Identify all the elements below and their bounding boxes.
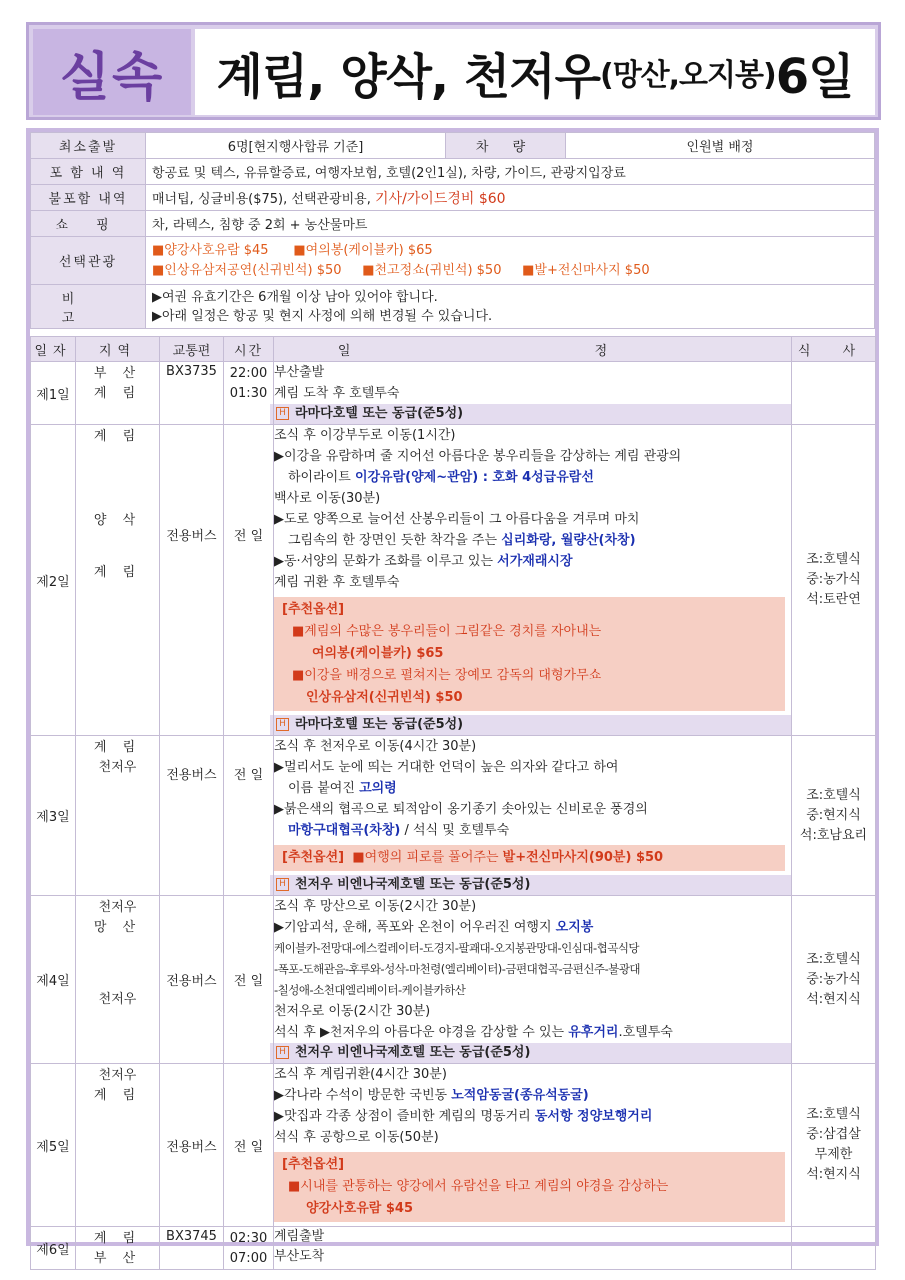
itinerary-line: 부산도착: [274, 1249, 325, 1264]
itinerary-line: -칠성애-소천대엘리베이터-케이블카하산: [274, 983, 466, 997]
option-price: 양강사호유람 $45: [306, 1201, 414, 1216]
city: 계 림: [93, 565, 142, 580]
meal-cell: [792, 896, 876, 1064]
city: 천저우: [98, 992, 137, 1007]
time: 07:00: [229, 1251, 268, 1266]
itinerary-line: 조식 후 계림귀환(4시간 30분): [274, 1067, 447, 1082]
text: ▶각나라 수석이 방문한 국빈동: [274, 1088, 452, 1103]
time: 전 일: [224, 896, 274, 1064]
header-transport: 교통편: [160, 337, 224, 362]
header-itinerary: 일 정: [274, 337, 792, 362]
transport: 전용버스: [160, 896, 224, 1064]
meal: 조:호텔식: [806, 787, 861, 803]
text: 하이라이트: [288, 470, 355, 485]
time: 01:30: [229, 386, 268, 401]
min-depart-value: 6명[현지행사합류 기준]: [146, 133, 446, 159]
highlight: 십리화랑, 월량산(차창): [501, 533, 636, 548]
itinerary-line: -폭포-도해관음-후루와-성삭-마천령(엘리베이터)-금편대협곡-금편신주-불광대: [274, 962, 641, 976]
highlight: 동서항 정양보행거리: [534, 1109, 653, 1124]
itinerary-cell: [274, 736, 792, 896]
transport: 전용버스: [160, 425, 224, 736]
city: 계 림: [93, 740, 142, 755]
remarks-line: ▶여권 유효기간은 6개월 이상 남아 있어야 합니다.: [152, 289, 438, 305]
highlight: 유후거리: [568, 1025, 619, 1040]
city: 계 림: [93, 386, 142, 401]
city: 양 삭: [93, 513, 142, 528]
option-line: ■계림의 수많은 봉우리들이 그림같은 경치를 자아내는: [292, 624, 602, 639]
itinerary-cell: [274, 1227, 792, 1270]
optional-cell: [146, 237, 875, 285]
itinerary-line: [274, 467, 791, 488]
meal-cell: [792, 1064, 876, 1227]
title-days: 6일: [775, 48, 854, 105]
car-label: 차 량: [446, 133, 566, 159]
hotel-icon: H: [276, 1046, 289, 1059]
meal: 중:농가식: [806, 971, 861, 987]
header-city: 지역: [76, 337, 160, 362]
itinerary-line: 계림 도착 후 호텔투숙: [274, 386, 400, 401]
hotel-bar: [270, 404, 791, 424]
option-title: [추천옵션]: [282, 1157, 345, 1172]
optional-item: ■여의봉(케이블카) $65: [293, 242, 433, 258]
itinerary-line: [274, 820, 791, 841]
meal: 조:호텔식: [806, 951, 861, 967]
highlight: 고의령: [359, 781, 397, 796]
schedule-header-row: [31, 337, 876, 362]
remarks-line: ▶아래 일정은 항공 및 현지 사정에 의해 변경될 수 있습니다.: [152, 308, 493, 324]
day-label: 제5일: [31, 1064, 76, 1227]
hotel-name: 천저우 비엔나국제호텔 또는 동급(준5성): [295, 1045, 531, 1060]
optional-item: ■발+전신마사지 $50: [522, 262, 650, 278]
itinerary-line: [274, 1085, 791, 1106]
hotel-icon: H: [276, 718, 289, 731]
time-cell: [224, 362, 274, 425]
highlight: 마항구대협곡(차창): [288, 823, 401, 838]
day-row-5: [31, 1064, 876, 1227]
day-label: 제4일: [31, 896, 76, 1064]
meal: 조:호텔식: [806, 552, 861, 567]
option-line: ■여행의 피로를 풀어주는: [352, 850, 503, 865]
hotel-bar: [270, 875, 791, 895]
itinerary-line: ▶붉은색의 협곡으로 퇴적암이 옹기종기 솟아있는 신비로운 풍경의: [274, 802, 648, 817]
exclude-value: 매너팁, 싱글비용($75), 선택관광비용,: [152, 191, 376, 207]
itinerary-line: [274, 551, 791, 572]
text: 그림속의 한 장면인 듯한 착각을 주는: [288, 533, 502, 548]
city: 망 산: [93, 920, 142, 935]
time-cell: [224, 1227, 274, 1270]
option-price: 여의봉(케이블카) $65: [312, 646, 444, 661]
meal: 석:현지식: [806, 1167, 861, 1182]
title-sub: (망산,오지봉): [599, 58, 776, 93]
info-table: [30, 132, 875, 329]
min-depart-label: 최소출발: [31, 133, 146, 159]
itinerary-line: 부산출발: [274, 365, 325, 380]
option-title: [추천옵션]: [282, 850, 345, 865]
itinerary-line: 계림 귀환 후 호텔투숙: [274, 575, 400, 590]
meal-cell: [792, 1227, 876, 1270]
itinerary-line: 석식 후 공항으로 이동(50분): [274, 1130, 439, 1145]
highlight: 서가재래시장: [497, 554, 573, 569]
exclude-cell: [146, 185, 875, 211]
meal-cell: [792, 362, 876, 425]
city: 계 림: [93, 1231, 142, 1246]
optional-line-2: [152, 261, 868, 281]
itinerary-cell: [274, 1064, 792, 1227]
city: 천저우: [98, 900, 137, 915]
time: 22:00: [229, 366, 268, 381]
optional-label: 선택관광: [31, 237, 146, 285]
meal: 조:호텔식: [806, 1107, 861, 1122]
itinerary-line: 백사로 이동(30분): [274, 491, 381, 506]
header-meal: 식 사: [792, 337, 876, 362]
recommended-option-box: [274, 597, 785, 711]
meal-cell: [792, 736, 876, 896]
transport: BX3735: [160, 362, 224, 425]
header-time: 시간: [224, 337, 274, 362]
itinerary-line: 조식 후 천저우로 이동(4시간 30분): [274, 739, 477, 754]
highlight: 노적암동굴(종유석동굴): [451, 1088, 589, 1103]
time: 전 일: [224, 425, 274, 736]
city-cell: [76, 362, 160, 425]
itinerary-line: [274, 530, 791, 551]
city-cell: [76, 896, 160, 1064]
itinerary-line: 계림출발: [274, 1229, 325, 1244]
transport: BX3745: [160, 1227, 224, 1270]
day-row-6: [31, 1227, 876, 1270]
optional-line-1: [152, 241, 868, 261]
time: 전 일: [224, 1064, 274, 1227]
itinerary-line: 조식 후 이강부두로 이동(1시간): [274, 428, 456, 443]
hotel-name: 라마다호텔 또는 동급(준5성): [295, 406, 464, 421]
option-price: 발+전신마사지(90분) $50: [502, 850, 664, 865]
hotel-name: 천저우 비엔나국제호텔 또는 동급(준5성): [295, 877, 531, 892]
city: 천저우: [98, 1068, 137, 1083]
itinerary-line: [274, 778, 791, 799]
meal: 석:현지식: [806, 991, 861, 1007]
day-row-2: [31, 425, 876, 736]
exclude-highlight: 기사/가이드경비 $60: [375, 190, 506, 207]
meal: 중:농가식: [806, 572, 861, 587]
option-price: 인상유삼저(신귀빈석) $50: [306, 690, 463, 705]
transport: 전용버스: [160, 736, 224, 896]
transport: 전용버스: [160, 1064, 224, 1227]
include-value: 항공료 및 텍스, 유류할증료, 여행자보험, 호텔(2인1실), 차량, 가이드, 관광지입장료: [146, 159, 875, 185]
header-day: 일자: [31, 337, 76, 362]
recommended-option-box: [274, 845, 785, 871]
city-cell: [76, 1227, 160, 1270]
title-banner: [26, 22, 881, 120]
day-row-1: [31, 362, 876, 425]
itinerary-cell: [274, 425, 792, 736]
text: / 석식 및 호텔투숙: [400, 823, 510, 838]
city: 부 산: [93, 1251, 142, 1266]
text: 석식 후 ▶천저우의 아름다운 야경을 감상할 수 있는: [274, 1025, 569, 1040]
title-main: 계림, 양삭, 천저우: [216, 48, 600, 105]
day-label: 제2일: [31, 425, 76, 736]
city: 부 산: [93, 366, 142, 381]
highlight: 오지봉: [555, 920, 594, 935]
optional-item: ■양강사호유람 $45: [152, 242, 269, 258]
optional-item: ■인상유삼저공연(신귀빈석) $50: [152, 262, 342, 278]
day-label: 제1일: [31, 362, 76, 425]
text: ▶기암괴석, 운해, 폭포와 온천이 어우러진 여행지: [274, 920, 556, 935]
itinerary-cell: [274, 896, 792, 1064]
banner-prefix: 실속: [33, 29, 191, 115]
meal: 석:토란연: [806, 592, 861, 607]
city: 계 림: [93, 429, 142, 444]
hotel-name: 라마다호텔 또는 동급(준5성): [295, 717, 464, 732]
itinerary-line: ▶멀리서도 눈에 띄는 거대한 언덕이 높은 의자와 같다고 하여: [274, 760, 619, 775]
exclude-label: 불포함 내역: [31, 185, 146, 211]
hotel-bar: [270, 715, 791, 735]
optional-item: ■천고정쇼(귀빈석) $50: [362, 262, 502, 278]
city-cell: [76, 425, 160, 736]
meal: 무제한: [814, 1147, 853, 1162]
recommended-option-box: [274, 1152, 785, 1222]
shopping-value: 차, 라텍스, 침향 중 2회 + 농산물마트: [146, 211, 875, 237]
itinerary-line: [274, 1022, 791, 1043]
option-title: [추천옵션]: [282, 602, 345, 617]
city-cell: [76, 736, 160, 896]
itinerary-line: ▶도로 양쪽으로 늘어선 산봉우리들이 그 아름다움을 겨루며 마치: [274, 512, 640, 527]
option-line: ■이강을 배경으로 펼쳐지는 장예모 감독의 대형가무쇼: [292, 668, 602, 683]
meal: 중:현지식: [806, 807, 861, 823]
itinerary-line: 케이블카-전망대-에스컬레이터-도경지-팔괘대-오지봉관망대-인심대-협곡식당: [274, 941, 640, 955]
shopping-label: 쇼 핑: [31, 211, 146, 237]
text: .호텔투숙: [618, 1025, 673, 1040]
city: 천저우: [98, 760, 137, 775]
itinerary-line: 천저우로 이동(2시간 30분): [274, 1004, 431, 1019]
meal: 중:삼겹살: [806, 1127, 861, 1142]
meal-cell: [792, 425, 876, 736]
remarks-cell: [146, 285, 875, 329]
option-line: ■시내를 관통하는 양강에서 유람선을 타고 계림의 야경을 감상하는: [288, 1179, 669, 1194]
hotel-icon: H: [276, 878, 289, 891]
include-label: 포 함 내 역: [31, 159, 146, 185]
day-row-3: [31, 736, 876, 896]
itinerary-line: [274, 1106, 791, 1127]
car-value: 인원별 배정: [566, 133, 875, 159]
text: 이름 붙여진: [288, 781, 360, 796]
remarks-label: 비 고: [31, 285, 146, 329]
itinerary-line: [274, 917, 791, 938]
itinerary-line: ▶이강을 유람하며 줄 지어선 아름다운 봉우리들을 감상하는 계림 관광의: [274, 449, 682, 464]
city: 계 림: [93, 1088, 142, 1103]
schedule-table: [30, 336, 876, 1270]
time: 전 일: [224, 736, 274, 896]
day-label: 제3일: [31, 736, 76, 896]
text: ▶맛집과 각종 상점이 즐비한 계림의 명동거리: [274, 1109, 535, 1124]
itinerary-line: 조식 후 망산으로 이동(2시간 30분): [274, 899, 477, 914]
highlight: 이강유람(양제~관암) : 호화 4성급유람선: [354, 470, 594, 485]
hotel-bar: [270, 1043, 791, 1063]
meal: 석:호남요리: [799, 827, 868, 843]
day-label: 제6일: [31, 1227, 76, 1270]
day-row-4: [31, 896, 876, 1064]
city-cell: [76, 1064, 160, 1227]
time: 02:30: [229, 1231, 268, 1246]
text: ▶동·서양의 문화가 조화를 이루고 있는: [274, 554, 498, 569]
hotel-icon: H: [276, 407, 289, 420]
page-title: [195, 29, 875, 115]
itinerary-cell: [274, 362, 792, 425]
